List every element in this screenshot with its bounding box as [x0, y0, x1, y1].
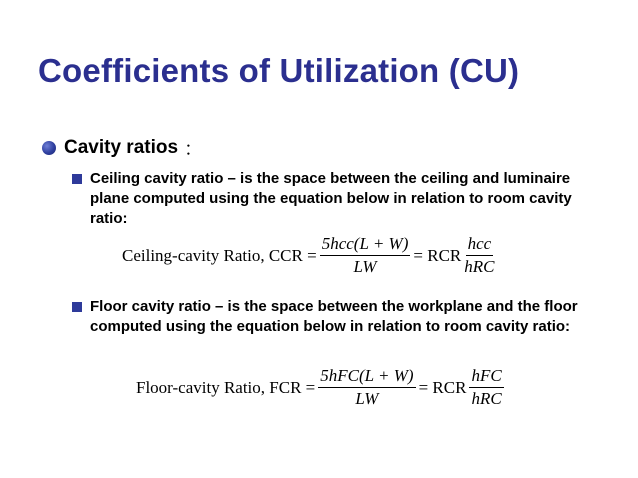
floor-cavity-equation [136, 366, 507, 409]
fraction-numerator: hFC [469, 366, 503, 388]
sub-bullet-text: Floor cavity ratio – is the space between the workplane and the floor computed using the equation below in relation to room cavity ratio: [90, 298, 578, 335]
bullet-label: Cavity ratios [64, 136, 179, 158]
bullet-cavity-ratios [42, 134, 203, 161]
sub-bullet-text: Ceiling cavity ratio – is the space between the ceiling and luminaire plane computed using the equation below in relation to room cavity ratio: [90, 170, 572, 227]
equation-fraction [320, 234, 411, 277]
equation-ratio-fraction [464, 234, 494, 277]
square-bullet-icon [72, 174, 82, 184]
equation-mid: = RCR [413, 245, 462, 265]
bullet-colon: ： [184, 139, 204, 160]
fraction-numerator: hcc [466, 234, 494, 256]
slide-title: Coefficients of Utilization (CU) [38, 52, 520, 89]
sub-bullet-floor [72, 297, 595, 337]
fraction-numerator: 5hFC(L + W) [318, 366, 415, 388]
equation-lhs: Floor-cavity Ratio, FCR = [136, 377, 316, 397]
round-bullet-icon [42, 141, 56, 155]
equation-fraction [318, 366, 415, 409]
fraction-numerator: 5hcc(L + W) [320, 234, 411, 256]
ceiling-cavity-equation [122, 234, 497, 277]
square-bullet-icon [72, 302, 82, 312]
equation-ratio-fraction [469, 366, 503, 409]
fraction-denominator: LW [355, 389, 379, 408]
sub-bullet-ceiling [72, 169, 595, 229]
fraction-denominator: hRC [471, 389, 502, 408]
fraction-denominator: LW [353, 257, 377, 276]
fraction-denominator: hRC [464, 257, 495, 276]
equation-mid: = RCR [418, 377, 467, 397]
equation-lhs: Ceiling-cavity Ratio, CCR = [122, 245, 317, 265]
